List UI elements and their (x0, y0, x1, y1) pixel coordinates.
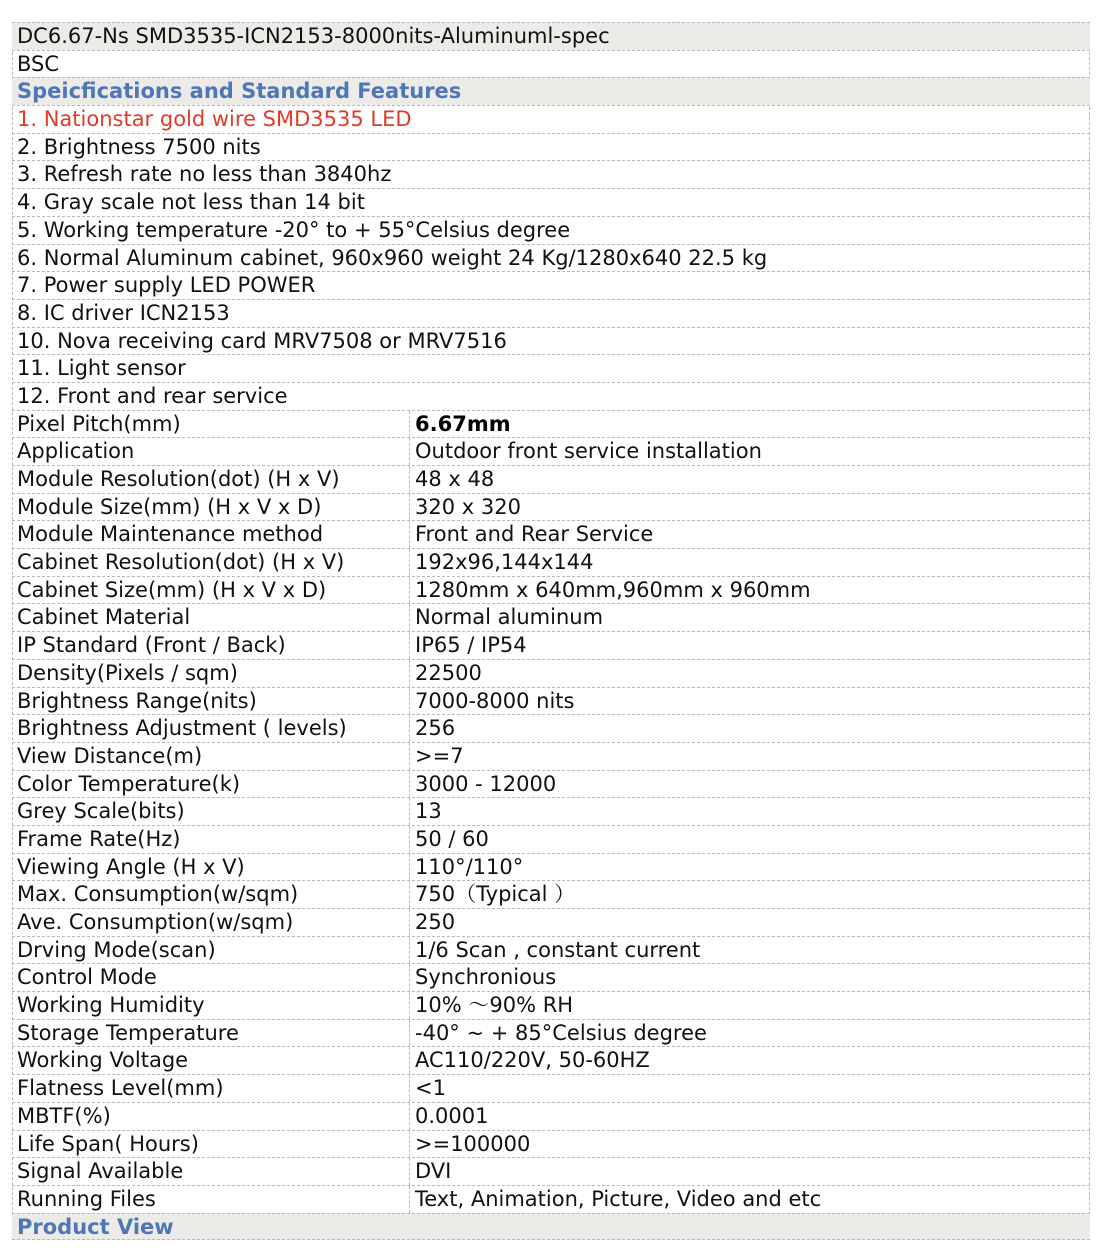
spec-row (12, 742, 1090, 770)
feature-row (12, 216, 1090, 244)
spec-value: 320 x 320 (415, 494, 521, 519)
spec-label: Module Resolution(dot) (H x V) (12, 466, 410, 493)
spec-row (12, 908, 1090, 936)
spec-label: Flatness Level(mm) (12, 1075, 410, 1102)
spec-row (12, 603, 1090, 631)
section-header-product (12, 1213, 1090, 1241)
spec-value: 1280mm x 640mm,960mm x 960mm (415, 577, 811, 602)
spec-label: Application (12, 438, 410, 465)
feature-text: 1. Nationstar gold wire SMD3535 LED (17, 107, 412, 132)
feature-row (12, 354, 1090, 382)
spec-row (12, 714, 1090, 742)
spec-value: 192x96,144x144 (415, 550, 594, 575)
spec-label: Density(Pixels / sqm) (12, 660, 410, 687)
spec-label: Color Temperature(k) (12, 771, 410, 798)
feature-row (12, 299, 1090, 327)
feature-row (12, 327, 1090, 355)
feature-text: 12. Front and rear service (17, 383, 288, 408)
feature-text: 4. Gray scale not less than 14 bit (17, 190, 365, 215)
feature-row (12, 271, 1090, 299)
spec-value: 1/6 Scan , constant current (415, 937, 701, 962)
spec-row (12, 963, 1090, 991)
spec-row (12, 825, 1090, 853)
spec-row (12, 520, 1090, 548)
spec-row (12, 465, 1090, 493)
feature-row (12, 160, 1090, 188)
spec-row (12, 853, 1090, 881)
spec-value: 13 (415, 799, 442, 824)
spec-label: Brightness Range(nits) (12, 688, 410, 715)
spec-row (12, 991, 1090, 1019)
spec-value: 250 (415, 910, 456, 934)
spec-value: Front and Rear Service (415, 522, 654, 547)
feature-text: 7. Power supply LED POWER (17, 273, 316, 298)
spec-row (12, 548, 1090, 576)
spec-label: Drving Mode(scan) (12, 937, 410, 964)
spec-label: Module Size(mm) (H x V x D) (12, 494, 410, 521)
spec-value: DVI (415, 1159, 452, 1184)
spec-label: Cabinet Size(mm) (H x V x D) (12, 577, 410, 604)
feature-row (12, 105, 1090, 133)
feature-text: 2. Brightness 7500 nits (17, 134, 261, 159)
spec-label: View Distance(m) (12, 743, 410, 770)
spec-value: 7000-8000 nits (415, 688, 575, 713)
spec-row (12, 687, 1090, 715)
spec-value: <1 (415, 1076, 446, 1101)
spec-row (12, 576, 1090, 604)
spec-table (12, 410, 1090, 1213)
spec-value: 256 (415, 716, 456, 741)
spec-value: Text, Animation, Picture, Video and etc (415, 1186, 822, 1211)
spec-label: Running Files (12, 1186, 410, 1213)
spec-row (12, 770, 1090, 798)
spec-label: Life Span( Hours) (12, 1131, 410, 1158)
section-title-specs: Speicfications and Standard Features (17, 79, 462, 104)
spec-label: Signal Available (12, 1158, 410, 1185)
spec-row (12, 880, 1090, 908)
spec-row (12, 1102, 1090, 1130)
subtitle-row (12, 50, 1090, 78)
spec-value: 110°/110° (415, 854, 524, 879)
spec-label: Grey Scale(bits) (12, 798, 410, 825)
feature-text: 8. IC driver ICN2153 (17, 300, 230, 325)
title-row (12, 22, 1090, 50)
spec-row (12, 1185, 1090, 1213)
spec-label: Pixel Pitch(mm) (12, 411, 410, 438)
spec-row (12, 493, 1090, 521)
spec-value: Synchronious (415, 965, 557, 990)
feature-text: 10. Nova receiving card MRV7508 or MRV7516 (17, 328, 507, 353)
spec-value: >=100000 (415, 1131, 531, 1156)
document-title: DC6.67-Ns SMD3535-ICN2153-8000nits-Aluminuml-spec (17, 24, 610, 48)
spec-row (12, 1130, 1090, 1158)
spec-row (12, 797, 1090, 825)
section-header-specs (12, 77, 1090, 105)
spec-label: Working Humidity (12, 992, 410, 1019)
spec-sheet (12, 22, 1090, 1240)
spec-label: Working Voltage (12, 1047, 410, 1074)
spec-row (12, 1046, 1090, 1074)
spec-label: Viewing Angle (H x V) (12, 854, 410, 881)
spec-value: >=7 (415, 743, 464, 768)
spec-value: 0.0001 (415, 1103, 489, 1128)
feature-text: 3. Refresh rate no less than 3840hz (17, 162, 392, 187)
feature-list (12, 105, 1090, 410)
spec-row (12, 437, 1090, 465)
spec-label: Cabinet Resolution(dot) (H x V) (12, 549, 410, 576)
spec-value: IP65 / IP54 (415, 633, 527, 658)
spec-value: 50 / 60 (415, 826, 489, 851)
spec-value: Outdoor front service installation (415, 439, 762, 464)
feature-row (12, 133, 1090, 161)
spec-label: Max. Consumption(w/sqm) (12, 881, 410, 908)
spec-value: 10% ～90% RH (415, 993, 574, 1018)
spec-value: 48 x 48 (415, 467, 495, 491)
section-title-product: Product View (17, 1214, 174, 1239)
spec-label: Brightness Adjustment ( levels) (12, 715, 410, 742)
spec-row (12, 936, 1090, 964)
document-subtitle: BSC (17, 51, 60, 76)
spec-row (12, 631, 1090, 659)
spec-row (12, 1074, 1090, 1102)
feature-row (12, 382, 1090, 410)
spec-label: Module Maintenance method (12, 521, 410, 548)
spec-row (12, 659, 1090, 687)
spec-value: 750（Typical ） (415, 882, 576, 907)
spec-row (12, 410, 1090, 438)
feature-text: 11. Light sensor (17, 356, 186, 381)
spec-value: 3000 - 12000 (415, 771, 557, 796)
feature-row (12, 188, 1090, 216)
feature-text: 6. Normal Aluminum cabinet, 960x960 weight 24 Kg/1280x640 22.5 kg (17, 245, 768, 270)
spec-value: Normal aluminum (415, 605, 604, 630)
spec-value: 6.67mm (415, 411, 511, 436)
spec-label: Storage Temperature (12, 1020, 410, 1047)
spec-label: Control Mode (12, 964, 410, 991)
spec-value: AC110/220V, 50-60HZ (415, 1048, 650, 1073)
feature-row (12, 244, 1090, 272)
spec-label: Ave. Consumption(w/sqm) (12, 909, 410, 936)
spec-label: IP Standard (Front / Back) (12, 632, 410, 659)
spec-label: Frame Rate(Hz) (12, 826, 410, 853)
feature-text: 5. Working temperature -20° to + 55°Celsius degree (17, 217, 571, 242)
spec-value: 22500 (415, 660, 482, 685)
spec-label: Cabinet Material (12, 604, 410, 631)
spec-row (12, 1019, 1090, 1047)
spec-label: MBTF(%) (12, 1103, 410, 1130)
spec-value: -40° ~ + 85°Celsius degree (415, 1020, 707, 1045)
spec-row (12, 1157, 1090, 1185)
